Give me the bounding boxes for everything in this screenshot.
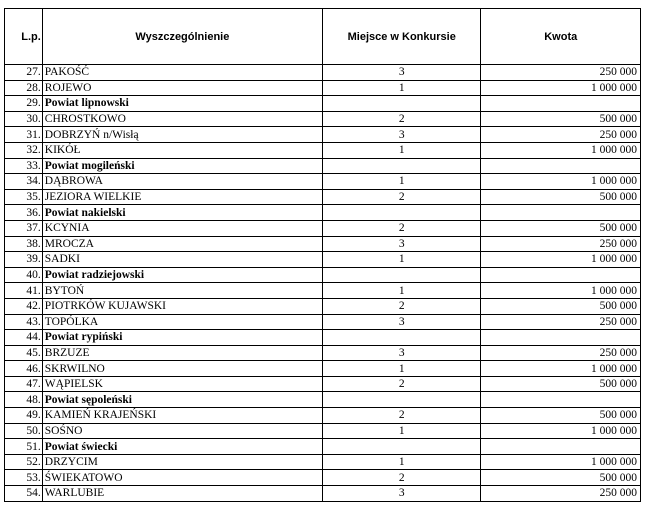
table-row bbox=[5, 470, 641, 486]
row-number: 36. bbox=[5, 205, 43, 221]
municipality-name: KIKÓŁ bbox=[42, 142, 322, 158]
amount: 250 000 bbox=[481, 314, 641, 330]
municipality-name: DĄBROWA bbox=[42, 174, 322, 190]
municipality-name: SOŚNO bbox=[42, 423, 322, 439]
contest-place bbox=[322, 330, 480, 346]
amount: 1 000 000 bbox=[481, 142, 641, 158]
amount: 500 000 bbox=[481, 376, 641, 392]
municipality-name: WĄPIELSK bbox=[42, 376, 322, 392]
amount: 1 000 000 bbox=[481, 174, 641, 190]
amount bbox=[481, 439, 641, 455]
district-heading-row bbox=[5, 439, 641, 455]
municipality-name: SKRWILNO bbox=[42, 361, 322, 377]
table-row bbox=[5, 345, 641, 361]
amount: 250 000 bbox=[481, 65, 641, 81]
table-row bbox=[5, 252, 641, 268]
row-number: 48. bbox=[5, 392, 43, 408]
row-number: 29. bbox=[5, 96, 43, 112]
district-heading-row bbox=[5, 158, 641, 174]
table-row bbox=[5, 283, 641, 299]
district-heading-row bbox=[5, 205, 641, 221]
contest-place: 3 bbox=[322, 236, 480, 252]
table-row bbox=[5, 189, 641, 205]
amount: 1 000 000 bbox=[481, 454, 641, 470]
table-row bbox=[5, 376, 641, 392]
row-number: 27. bbox=[5, 65, 43, 81]
amount: 250 000 bbox=[481, 236, 641, 252]
contest-place: 1 bbox=[322, 80, 480, 96]
row-number: 53. bbox=[5, 470, 43, 486]
municipality-name: MROCZA bbox=[42, 236, 322, 252]
district-name: Powiat lipnowski bbox=[42, 96, 322, 112]
contest-place bbox=[322, 267, 480, 283]
row-number: 54. bbox=[5, 486, 43, 502]
amount bbox=[481, 205, 641, 221]
district-name: Powiat radziejowski bbox=[42, 267, 322, 283]
municipality-name: KCYNIA bbox=[42, 220, 322, 236]
municipality-name: WARLUBIE bbox=[42, 486, 322, 502]
contest-place: 1 bbox=[322, 142, 480, 158]
amount: 1 000 000 bbox=[481, 361, 641, 377]
contest-place: 3 bbox=[322, 345, 480, 361]
district-name: Powiat sępoleński bbox=[42, 392, 322, 408]
amount bbox=[481, 392, 641, 408]
amount: 500 000 bbox=[481, 111, 641, 127]
amount: 500 000 bbox=[481, 298, 641, 314]
contest-place: 2 bbox=[322, 111, 480, 127]
district-heading-row bbox=[5, 96, 641, 112]
row-number: 32. bbox=[5, 142, 43, 158]
municipality-name: PAKOŚĆ bbox=[42, 65, 322, 81]
contest-place: 2 bbox=[322, 376, 480, 392]
contest-place bbox=[322, 158, 480, 174]
contest-place: 3 bbox=[322, 127, 480, 143]
table-row bbox=[5, 65, 641, 81]
table-row bbox=[5, 423, 641, 439]
municipality-name: DOBRZYŃ n/Wisłą bbox=[42, 127, 322, 143]
district-name: Powiat rypiński bbox=[42, 330, 322, 346]
table-row bbox=[5, 361, 641, 377]
amount: 500 000 bbox=[481, 189, 641, 205]
table-row bbox=[5, 454, 641, 470]
contest-place bbox=[322, 205, 480, 221]
amount: 1 000 000 bbox=[481, 423, 641, 439]
municipality-name: PIOTRKÓW KUJAWSKI bbox=[42, 298, 322, 314]
table-header-row bbox=[5, 9, 641, 65]
amount bbox=[481, 330, 641, 346]
contest-place bbox=[322, 392, 480, 408]
municipality-name: KAMIEŃ KRAJEŃSKI bbox=[42, 408, 322, 424]
municipality-name: TOPÓLKA bbox=[42, 314, 322, 330]
row-number: 41. bbox=[5, 283, 43, 299]
amount bbox=[481, 267, 641, 283]
table-row bbox=[5, 314, 641, 330]
contest-place: 1 bbox=[322, 252, 480, 268]
municipality-name: DRZYCIM bbox=[42, 454, 322, 470]
amount: 1 000 000 bbox=[481, 283, 641, 299]
contest-place: 1 bbox=[322, 454, 480, 470]
amount bbox=[481, 158, 641, 174]
contest-place: 3 bbox=[322, 486, 480, 502]
amount: 250 000 bbox=[481, 345, 641, 361]
row-number: 45. bbox=[5, 345, 43, 361]
row-number: 43. bbox=[5, 314, 43, 330]
table-row bbox=[5, 486, 641, 502]
row-number: 40. bbox=[5, 267, 43, 283]
header-lp: L.p. bbox=[5, 9, 43, 65]
table-row bbox=[5, 236, 641, 252]
amount bbox=[481, 96, 641, 112]
row-number: 51. bbox=[5, 439, 43, 455]
contest-place bbox=[322, 96, 480, 112]
contest-place bbox=[322, 439, 480, 455]
district-heading-row bbox=[5, 392, 641, 408]
contest-place: 3 bbox=[322, 314, 480, 330]
table-row bbox=[5, 408, 641, 424]
municipality-name: SADKI bbox=[42, 252, 322, 268]
table-row bbox=[5, 111, 641, 127]
row-number: 39. bbox=[5, 252, 43, 268]
municipality-name: JEZIORA WIELKIE bbox=[42, 189, 322, 205]
amount: 250 000 bbox=[481, 486, 641, 502]
header-amount: Kwota bbox=[481, 9, 641, 65]
municipality-name: BYTOŃ bbox=[42, 283, 322, 299]
table-row bbox=[5, 174, 641, 190]
header-place: Miejsce w Konkursie bbox=[322, 9, 480, 65]
amount: 500 000 bbox=[481, 220, 641, 236]
municipality-name: ŚWIEKATOWO bbox=[42, 470, 322, 486]
contest-place: 1 bbox=[322, 174, 480, 190]
row-number: 33. bbox=[5, 158, 43, 174]
contest-results-table bbox=[4, 8, 641, 502]
amount: 1 000 000 bbox=[481, 252, 641, 268]
district-heading-row bbox=[5, 267, 641, 283]
row-number: 49. bbox=[5, 408, 43, 424]
row-number: 30. bbox=[5, 111, 43, 127]
contest-place: 2 bbox=[322, 298, 480, 314]
contest-place: 1 bbox=[322, 283, 480, 299]
table-row bbox=[5, 298, 641, 314]
district-name: Powiat mogileński bbox=[42, 158, 322, 174]
table-row bbox=[5, 80, 641, 96]
row-number: 38. bbox=[5, 236, 43, 252]
amount: 500 000 bbox=[481, 408, 641, 424]
contest-place: 1 bbox=[322, 361, 480, 377]
contest-place: 3 bbox=[322, 65, 480, 81]
row-number: 35. bbox=[5, 189, 43, 205]
municipality-name: ROJEWO bbox=[42, 80, 322, 96]
row-number: 37. bbox=[5, 220, 43, 236]
district-name: Powiat świecki bbox=[42, 439, 322, 455]
table-body bbox=[5, 65, 641, 502]
amount: 250 000 bbox=[481, 127, 641, 143]
row-number: 46. bbox=[5, 361, 43, 377]
municipality-name: BRZUZE bbox=[42, 345, 322, 361]
municipality-name: CHROSTKOWO bbox=[42, 111, 322, 127]
table-row bbox=[5, 142, 641, 158]
contest-place: 2 bbox=[322, 189, 480, 205]
row-number: 44. bbox=[5, 330, 43, 346]
row-number: 52. bbox=[5, 454, 43, 470]
row-number: 31. bbox=[5, 127, 43, 143]
district-heading-row bbox=[5, 330, 641, 346]
amount: 1 000 000 bbox=[481, 80, 641, 96]
table-row bbox=[5, 127, 641, 143]
contest-place: 2 bbox=[322, 220, 480, 236]
contest-place: 2 bbox=[322, 408, 480, 424]
row-number: 47. bbox=[5, 376, 43, 392]
row-number: 28. bbox=[5, 80, 43, 96]
header-name: Wyszczególnienie bbox=[42, 9, 322, 65]
amount: 500 000 bbox=[481, 470, 641, 486]
contest-place: 2 bbox=[322, 470, 480, 486]
district-name: Powiat nakielski bbox=[42, 205, 322, 221]
table-row bbox=[5, 220, 641, 236]
row-number: 50. bbox=[5, 423, 43, 439]
row-number: 42. bbox=[5, 298, 43, 314]
contest-place: 1 bbox=[322, 423, 480, 439]
row-number: 34. bbox=[5, 174, 43, 190]
